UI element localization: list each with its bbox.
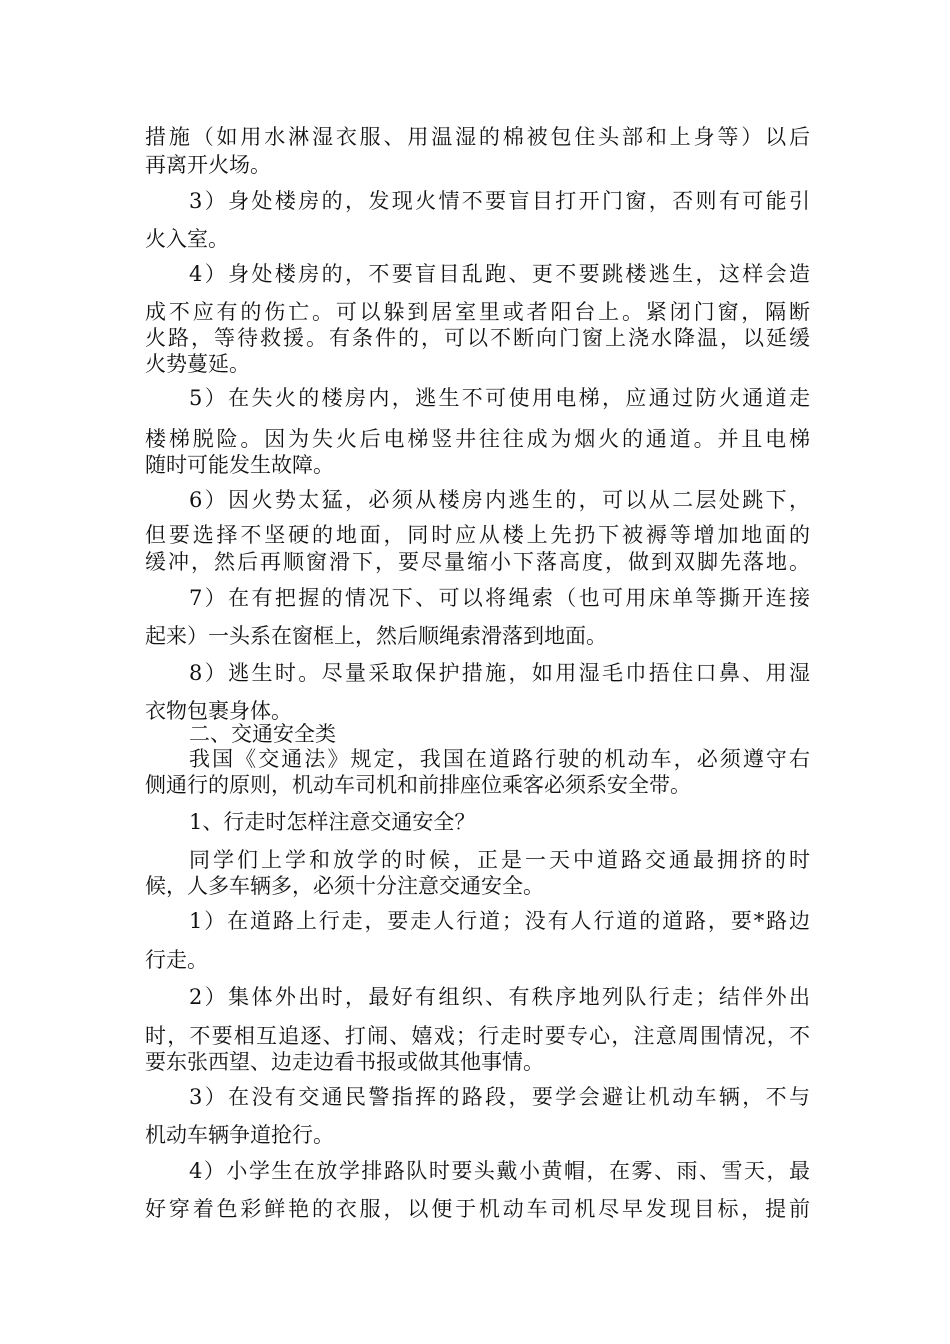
text-line: 我国《交通法》规定，我国在道路行驶的机动车，必须遵守右 (189, 747, 810, 771)
text-line: 好穿着色彩鲜艳的衣服，以便于机动车司机尽早发现目标，提前 (145, 1197, 810, 1221)
text-line: 1）在道路上行走，要走人行道；没有人行道的道路，要*路边 (189, 909, 810, 933)
text-line: 措施（如用水淋湿衣服、用温湿的棉被包住头部和上身等）以后 (145, 125, 810, 149)
text-line: 2）集体外出时，最好有组织、有秩序地列队行走；结伴外出 (189, 985, 810, 1009)
text-line: 行走。 (145, 948, 208, 972)
text-line: 楼梯脱险。因为失火后电梯竖井往往成为烟火的通道。并且电梯 (145, 427, 810, 451)
text-line: 衣物包裹身体。 (145, 699, 292, 723)
text-line: 要东张西望、边走边看书报或做其他事情。 (145, 1050, 544, 1074)
text-line: 侧通行的原则，机动车司机和前排座位乘客必须系安全带。 (145, 773, 691, 797)
text-line: 时，不要相互追逐、打闹、嬉戏；行走时要专心，注意周围情况，不 (145, 1024, 810, 1048)
text-line: 8）逃生时。尽量采取保护措施，如用湿毛巾捂住口鼻、用湿 (189, 661, 810, 685)
text-line: 火路，等待救援。有条件的，可以不断向门窗上浇水降温，以延缓 (145, 326, 810, 350)
text-line: 但要选择不坚硬的地面，同时应从楼上先扔下被褥等增加地面的 (145, 523, 810, 547)
text-line: 4）身处楼房的，不要盲目乱跑、更不要跳楼逃生，这样会造 (189, 262, 810, 286)
text-line: 再离开火场。 (145, 153, 271, 177)
text-line: 起来）一头系在窗框上，然后顺绳索滑落到地面。 (145, 624, 607, 648)
text-line: 火入室。 (145, 227, 229, 251)
text-line: 3）身处楼房的，发现火情不要盲目打开门窗，否则有可能引 (189, 189, 810, 213)
text-line: 随时可能发生故障。 (145, 453, 334, 477)
text-line: 3）在没有交通民警指挥的路段，要学会避让机动车辆，不与 (189, 1085, 810, 1109)
sub-heading: 1、行走时怎样注意交通安全？ (189, 810, 476, 834)
text-line: 成不应有的伤亡。可以躲到居室里或者阳台上。紧闭门窗，隔断 (145, 300, 810, 324)
text-line: 火势蔓延。 (145, 352, 250, 376)
section-heading: 二、交通安全类 (189, 722, 336, 746)
text-line: 7）在有把握的情况下、可以将绳索（也可用床单等撕开连接 (189, 586, 810, 610)
text-line: 缓冲，然后再顺窗滑下，要尽量缩小下落高度，做到双脚先落地。 (145, 550, 810, 574)
text-line: 5）在失火的楼房内，逃生不可使用电梯，应通过防火通道走 (189, 386, 810, 410)
text-line: 6）因火势太猛，必须从楼房内逃生的，可以从二层处跳下， (189, 488, 810, 512)
text-line: 机动车辆争道抢行。 (145, 1123, 334, 1147)
text-line: 4）小学生在放学排路队时要头戴小黄帽，在雾、雨、雪天，最 (189, 1159, 810, 1183)
text-line: 同学们上学和放学的时候，正是一天中道路交通最拥挤的时 (189, 848, 810, 872)
text-line: 候，人多车辆多，必须十分注意交通安全。 (145, 874, 544, 898)
